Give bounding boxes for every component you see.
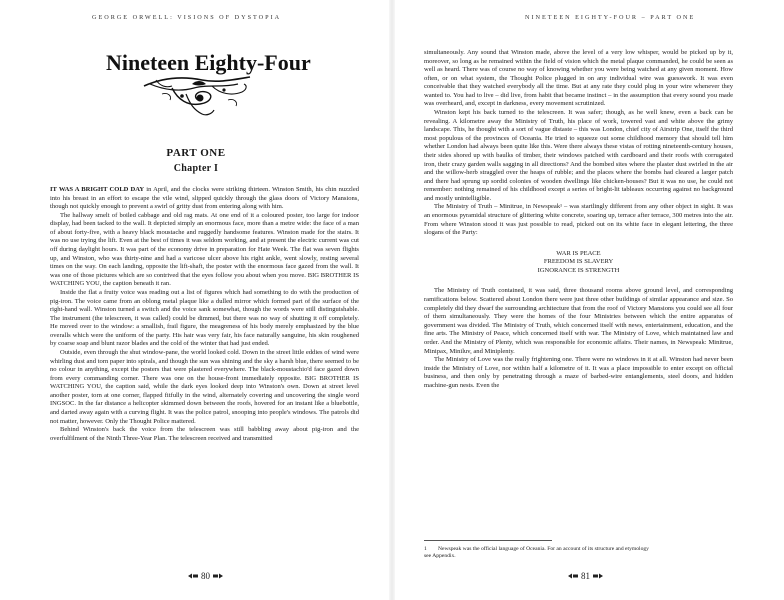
slogan: WAR IS PEACE: [556, 249, 601, 257]
page-number: 80: [201, 571, 210, 581]
folio-ornament-icon: [593, 573, 603, 579]
footnote-line: see Appendix.: [424, 553, 456, 560]
folio-ornament-icon: [213, 573, 223, 579]
page-number-right: [568, 571, 603, 581]
running-head-right: NINETEEN EIGHTY-FOUR – PART ONE: [525, 14, 696, 21]
part-heading: PART ONE: [166, 147, 226, 159]
footnote-divider: [424, 540, 552, 541]
page-number-left: [188, 571, 223, 581]
paragraph: The hallway smelt of boiled cabbage and old rag mats. At one end of it a coloured poster, too large for indoor display, had been tacked to the wall. It depicted simply an enormous face, more than a metre wide: the face of a man of about forty-five, with a heavy black moustache and ruggedly handsome features. Winston made for the stairs. It was no use trying the lift. Even at the best of times it was seldom working, and at present the electric current was cut off during daylight hours. It was part of the economy drive in preparation for Hate Week. The flat was seven flights up, and Winston, who was thirty-nine and had a varicose ulcer above his right ankle, went slowly, resting several times on the way. On each landing, opposite the lift-shaft, the poster with the enormous face gazed from the wall. It was one of those pictures which are so contrived that the eyes follow you about when you move. BIG BROTHER IS WATCHING YOU, the caption beneath it ran.: [50, 211, 359, 288]
right-body-text: [424, 49, 733, 390]
opening-paragraph-text: in April, and the clocks were striking thirteen. Winston Smith, his chin nuzzled into his breast in an effort to escape the vile wind, slipped quickly through the glass doors of Victory Mansions, though not quickly enough to prevent a swirl of gritty dust from entering along with him.: [50, 186, 359, 211]
lead-in-text: IT WAS A BRIGHT COLD DAY: [50, 186, 145, 193]
footnote: [424, 546, 733, 560]
slogan: FREEDOM IS SLAVERY: [543, 258, 614, 266]
paragraph: Outside, even through the shut window-pane, the world looked cold. Down in the street little eddies of wind were whirling dust and torn paper into spirals, and though the sun was shining and the sky a harsh blue, there seemed to be no colour in anything, except the posters that were plastered everywhere. The black-moustachio'd face gazed down from every commanding corner. There was one on the house-front immediately opposite. BIG BROTHER IS WATCHING YOU, the caption said, while the dark eyes looked deep into Winston's own. Down at street level another poster, torn at one corner, flapped fitfully in the wind, alternately covering and uncovering the single word INGSOC. In the far distance a helicopter skimmed down between the roofs, hovered for an instant like a bluebottle, and darted away again with a curving flight. It was the police patrol, snooping into people's windows. The patrols did not matter, however. Only the Thought Police mattered.: [50, 348, 359, 425]
paragraph: simultaneously. Any sound that Winston made, above the level of a very low whisper, would be picked up by it, moreover, so long as he remained within the field of vision which the metal plaque commanded, he could be seen as well as heard. There was of course no way of knowing whether you were being watched at any given moment. How often, or on what system, the Thought Police plugged in on any individual wire was guesswork. It was even conceivable that they watched everybody all the time. But at any rate they could plug in your wire whenever they wanted to. You had to live – did live, from habit that became instinct – in the assumption that every sound you made was overheard, and, except in darkness, every movement scrutinized.: [424, 49, 733, 108]
paragraph: The Ministry of Love was the really frightening one. There were no windows in it at all. Winston had never been inside the Ministry of Love, nor within half a kilometre of it. It was a place impossible to enter except on official business, and then only by penetrating through a maze of barbed-wire entanglements, steel doors, and hidden machine-gun nests. Even the: [424, 356, 733, 389]
paragraph: The Ministry of Truth – Minitrue, in Newspeak¹ – was startlingly different from any other object in sight. It was an enormous pyramidal structure of glittering white concrete, soaring up, terrace after terrace, 300 metres into the air. From where Winston stood it was just possible to read, picked out on its white face in elegant lettering, the three slogans of the Party:: [424, 203, 733, 237]
folio-ornament-icon: [188, 573, 198, 579]
paragraph: Behind Winston's back the voice from the telescreen was still babbling away about pig-iron and the overfulfilment of the Ninth Three-Year Plan. The telescreen received and transmitted: [50, 426, 359, 442]
page-number: 81: [581, 571, 590, 581]
paragraph: Winston kept his back turned to the telescreen. It was safer; though, as he well knew, even a back can be revealing. A kilometre away the Ministry of Truth, his place of work, towered vast and white above the grimy landscape. This, he thought with a sort of vague distaste – this was London, chief city of Airstrip One, itself the third most populous of the provinces of Oceania. He tried to squeeze out some childhood memory that should tell him whether London had always been quite like this. Were there always these vistas of rotting nineteenth-century houses, their sides shored up with baulks of timber, their windows patched with cardboard and their roofs with corrugated iron, their crazy garden walls sagging in all directions? And the bombed sites where the plaster dust swirled in the air and the willow-herb straggled over the heaps of rubble; and the places where the bombs had cleared a larger patch and there had sprung up sordid colonies of wooden dwellings like chicken-houses? But it was no use, he could not remember: nothing remained of his childhood except a series of bright-lit tableaux occurring against no background and mostly unintelligible.: [424, 109, 733, 202]
footnote-line: 1 Newspeak was the official language of Oceania. For an account of its structure and etymology: [424, 546, 649, 552]
chapter-heading: Chapter I: [173, 163, 219, 174]
opening-paragraph: [50, 186, 359, 212]
title-flourish-ornament: [142, 74, 252, 118]
left-body-text: [50, 186, 359, 443]
right-page: [392, 0, 784, 600]
paragraph: The Ministry of Truth contained, it was said, three thousand rooms above ground level, and corresponding ramifications below. Scattered about London there were just three other buildings of similar appearance and size. So completely did they dwarf the surrounding architecture that from the roof of Victory Mansions you could see all four of them simultaneously. They were the homes of the four Ministries between which the entire apparatus of government was divided. The Ministry of Truth, which concerned itself with news, entertainment, education, and the fine arts. The Ministry of Peace, which concerned itself with war. The Ministry of Love, which maintained law and order. And the Ministry of Plenty, which was responsible for economic affairs. Their names, in Newspeak: Minitrue, Minipax, Miniluv, and Miniplenty.: [424, 287, 733, 355]
folio-ornament-icon: [568, 573, 578, 579]
running-head-left: GEORGE ORWELL: VISIONS OF DYSTOPIA: [92, 14, 282, 21]
slogan: IGNORANCE IS STRENGTH: [537, 266, 620, 274]
party-slogans: [424, 250, 733, 276]
paragraph: Inside the flat a fruity voice was reading out a list of figures which had something to do with the production of pig-iron. The voice came from an oblong metal plaque like a dulled mirror which formed part of the surface of the right-hand wall. Winston turned a switch and the voice sank somewhat, though the words were still distinguishable. The instrument (the telescreen, it was called) could be dimmed, but there was no way of shutting it off completely. He moved over to the window: a smallish, frail figure, the meagreness of his body merely emphasized by the blue overalls which were the uniform of the party. His hair was very fair, his face naturally sanguine, his skin roughened by coarse soap and blunt razor blades and the cold of the winter that had just ended.: [50, 288, 359, 348]
book-title: Nineteen Eighty-Four: [106, 50, 311, 75]
